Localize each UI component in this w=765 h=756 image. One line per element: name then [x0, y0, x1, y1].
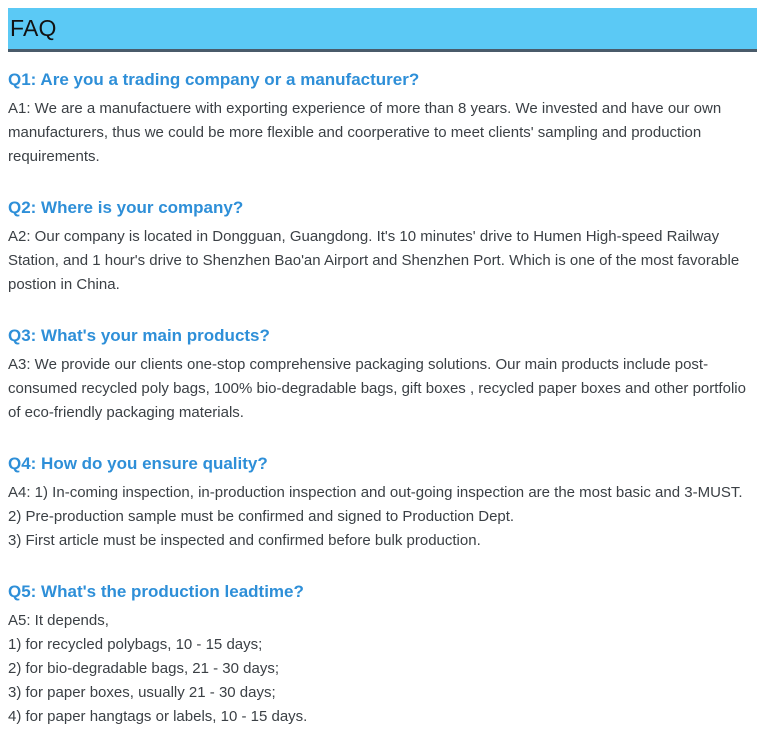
faq-answer-line: A4: 1) In-coming inspection, in-production inspection and out-going inspection are the most basic and 3-MUST. [8, 484, 743, 501]
faq-item [8, 582, 757, 729]
faq-answer-line: A5: It depends, [8, 612, 109, 629]
faq-answer-line: 2) for bio-degradable bags, 21 - 30 days; [8, 660, 280, 677]
faq-item [8, 326, 757, 425]
faq-answer-line: 1) for recycled polybags, 10 - 15 days; [8, 636, 263, 653]
faq-answer-line: A3: We provide our clients one-stop comprehensive packaging solutions. Our main products include post-consumed recycled poly bags, 100% bio-degradable bags, gift boxes , recycled paper boxes and other portfolio of eco-friendly packaging materials. [8, 356, 746, 421]
faq-question: Q4: How do you ensure quality? [8, 454, 268, 473]
faq-section-header [8, 8, 757, 52]
faq-answer-line: 2) Pre-production sample must be confirmed and signed to Production Dept. [8, 508, 515, 525]
faq-answer-line: 3) for paper boxes, usually 21 - 30 days; [8, 684, 276, 701]
faq-list [0, 52, 765, 739]
faq-answer-line: 3) First article must be inspected and confirmed before bulk production. [8, 532, 481, 549]
faq-question: Q3: What's your main products? [8, 326, 270, 345]
faq-page [0, 8, 765, 756]
faq-answer-line: A1: We are a manufactuere with exporting experience of more than 8 years. We invested and have our own manufacturers, thus we could be more flexible and coorperative to meet clients' sampling and production requirements. [8, 100, 722, 165]
faq-section-title: FAQ [10, 15, 57, 41]
faq-question: Q1: Are you a trading company or a manufacturer? [8, 70, 420, 89]
faq-question: Q2: Where is your company? [8, 198, 244, 217]
faq-item [8, 454, 757, 553]
faq-question: Q5: What's the production leadtime? [8, 582, 304, 601]
faq-item [8, 198, 757, 297]
faq-item [8, 70, 757, 169]
faq-answer-line: A2: Our company is located in Dongguan, Guangdong. It's 10 minutes' drive to Humen High-speed Railway Station, and 1 hour's drive to Shenzhen Bao'an Airport and Shenzhen Port. Which is one of the most favorable postion in China. [8, 228, 740, 293]
faq-answer-line: 4) for paper hangtags or labels, 10 - 15 days. [8, 708, 308, 725]
